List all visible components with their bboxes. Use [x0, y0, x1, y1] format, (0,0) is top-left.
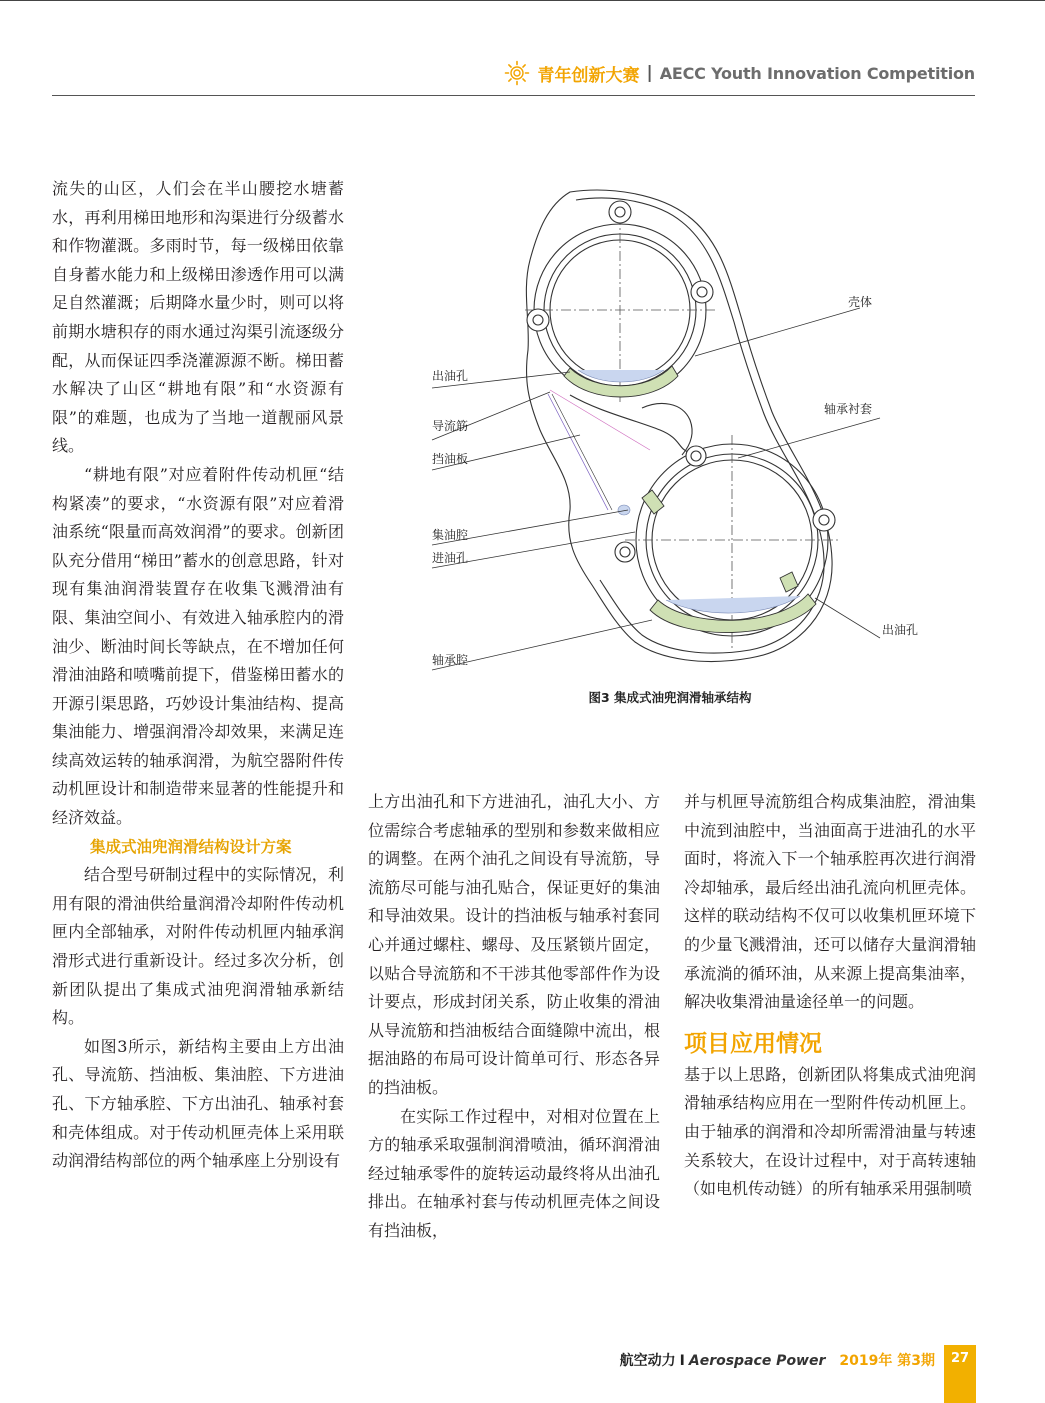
col2-paragraph-2: 在实际工作过程中，对相对位置在上方的轴承采取强制润滑喷油，循环润滑油经过轴承零件的旋转运动最终将从出油孔排出。在轴承衬套与传动机匣壳体之间设有挡油板，	[368, 1106, 660, 1240]
label-outlet-top: 出油孔	[432, 369, 469, 383]
bearing-structure-figure	[420, 180, 930, 680]
col3-paragraph-1: 并与机匣导流筋组合构成集油腔，滑油集中流到油腔中，当油面高于进油孔的水平面时，将流入下一个轴承腔再次进行润滑冷却轴承，最后经出油孔流向机匣壳体。这样的联动结构不仅可以收集机匣环境下的少量飞溅滑油，还可以储存大量润滑轴承流淌的循环油，从来源上提高集油率，解决收集滑油量途径单一的问题。	[684, 792, 976, 1012]
col1-paragraph-1: 流失的山区，人们会在半山腰挖水塘蓄水，再利用梯田地形和沟渠进行分级蓄水和作物灌溉。多雨时节，每一级梯田依靠自身蓄水能力和上级梯田渗透作用可以满足自然灌溉；后期降水量少时，则可以将前期水塘积存的雨水通过沟渠引流逐级分配，从而保证四季浇灌源源不断。梯田蓄水解决了山区“耕地有限”和“水资源有限”的难题，也成为了当地一道靓丽风景线。	[52, 179, 344, 456]
col3-paragraph-2: 基于以上思路，创新团队将集成式油兜润滑轴承结构应用在一型附件传动机匣上。由于轴承的润滑和冷却所需滑油量与转速关系较大，在设计过程中，对于高转速轴（如电机传动链）的所有轴承采用强制喷	[684, 1064, 976, 1199]
col1-paragraph-2: “耕地有限”对应着附件传动机匣“结构紧凑”的要求，“水资源有限”对应着滑油系统“限量而高效润滑”的要求。创新团队充分借用“梯田”蓄水的创意思路，针对现有集油润滑装置存在收集飞溅滑油有限、集油空间小、有效进入轴承腔内的滑油少、断油时间长等缺点，在不增加任何滑油油路和喷嘴前提下，借鉴梯田蓄水的开源引渠思路，巧妙设计集油结构、提高集油能力、增强润滑冷却效果，来满足连续高效运转的轴承润滑，为航空器附件传动机匣设计和制造带来显著的性能提升和经济效益。	[52, 464, 344, 828]
top-border-line	[0, 0, 1045, 1]
figure-caption: 图3 集成式油兜润滑轴承结构	[588, 690, 752, 705]
running-footer	[620, 1350, 935, 1370]
journal-name-cn: 航空动力	[619, 1353, 676, 1369]
running-header	[504, 58, 976, 88]
page-number: 27	[944, 1345, 976, 1403]
header-rule	[52, 95, 975, 96]
column-1	[52, 175, 344, 1176]
header-title-en: AECC Youth Innovation Competition	[659, 63, 975, 83]
label-collector: 集油腔	[432, 528, 469, 542]
journal-name-en: Aerospace Power	[688, 1353, 826, 1369]
label-shell: 壳体	[848, 295, 873, 309]
col1-paragraph-3: 结合型号研制过程中的实际情况，利用有限的滑油供给量润滑冷却附件传动机匣内全部轴承，对附件传动机匣内轴承润滑形式进行重新设计。经过多次分析，创新团队提出了集成式油兜润滑轴承新结构。	[52, 865, 344, 1028]
header-title-cn: 青年创新大赛	[537, 65, 640, 86]
label-rib: 导流筋	[432, 419, 469, 433]
col1-paragraph-4: 如图3所示，新结构主要由上方出油孔、导流筋、挡油板、集油腔、下方进油孔、下方轴承腔、下方出油孔、轴承衬套和壳体组成。对于传动机匣壳体上采用联动润滑结构部位的两个轴承座上分别设有	[52, 1036, 344, 1171]
label-inlet: 进油孔	[432, 551, 469, 565]
column-2	[368, 788, 660, 1246]
issue-label: 2019年 第3期	[839, 1353, 935, 1369]
footer-separator: I	[679, 1353, 685, 1369]
label-baffle: 挡油板	[432, 452, 469, 466]
col2-paragraph-1: 上方出油孔和下方进油孔，油孔大小、方位需综合考虑轴承的型别和参数来做相应的调整。在两个油孔之间设有导流筋，导流筋尽可能与油孔贴合，保证更好的集油和导油效果。设计的挡油板与轴承衬套同心并通过螺柱、螺母、及压紧锁片固定，以贴合导流筋和不干涉其他零部件作为设计要点，形成封闭关系，防止收集的滑油从导流筋和挡油板结合面缝隙中流出，根据油路的布局可设计简单可行、形态各异的挡油板。	[368, 792, 660, 1097]
section-title: 项目应用情况	[684, 1030, 822, 1057]
label-bushing: 轴承衬套	[824, 402, 873, 416]
subheading: 集成式油兜润滑结构设计方案	[90, 837, 292, 856]
header-separator: |	[646, 63, 653, 83]
label-bearing-cavity: 轴承腔	[432, 653, 469, 667]
sun-logo-icon	[504, 60, 530, 86]
column-3	[684, 788, 976, 1204]
collector-segment	[642, 490, 664, 514]
label-outlet-bottom: 出油孔	[882, 623, 919, 637]
